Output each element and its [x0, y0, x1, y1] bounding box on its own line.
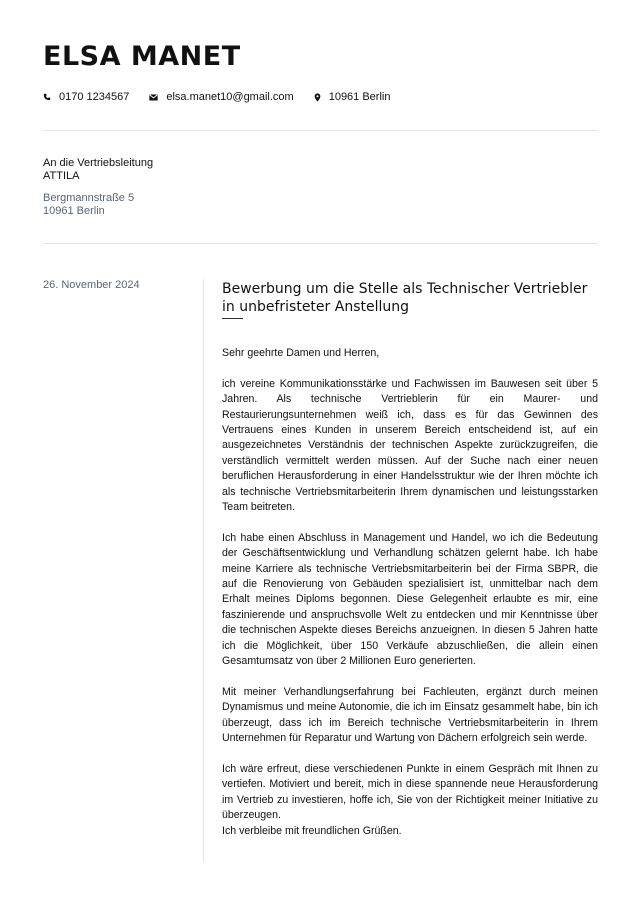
subject-underline — [222, 318, 243, 319]
letter-date: 26. November 2024 — [43, 279, 140, 291]
recipient-block — [43, 157, 153, 183]
applicant-name: ELSA MANET — [43, 41, 241, 72]
header-divider — [43, 130, 598, 131]
contact-bar — [43, 91, 410, 103]
recipient-company: ATTILA — [43, 170, 80, 182]
contact-location — [314, 91, 391, 103]
contact-email — [149, 91, 293, 103]
contact-phone — [43, 91, 129, 103]
salutation: Sehr geehrte Damen und Herren, — [222, 347, 380, 359]
recipient-city: 10961 Berlin — [43, 205, 105, 217]
recipient-street: Bergmannstraße 5 — [43, 192, 135, 204]
body-paragraph: ich vereine Kommunikationsstärke und Fachwissen im Bauwesen seit über 5 Jahren. Als technische Vertrieblerin für ein Maurer- und Restaurierungsunternehmen weiß ich, dass es für das Gewinnen des Vertrauens eines Kunden in unserem Bereich entscheidend ist, auf ein ausgezeichnetes Verständnis der technischen Aspekte zurückzugreifen, die verständlich vermittelt werden müssen. Auf der Suche nach einer neuen beruflichen Herausforderung in einer Handelsstruktur wie der Ihren möchte ich als technische Vertriebsmitarbeiterin Ihrem dynamischen und leistungsstarken Team beitreten. — [222, 377, 598, 514]
closing: Ich verbleibe mit freundlichen Grüßen. — [222, 824, 402, 837]
location-pin-icon — [314, 93, 321, 102]
body-paragraph: Ich habe einen Abschluss in Management und Handel, wo ich die Bedeutung der Geschäftsentwicklung und Verhandlung schätzen gelernt habe. Ich habe meine Karriere als technische Vertriebsmitarbeiterin bei der Firma SBPR, die auf die Renovierung von Gebäuden spezialisiert ist, unmittelbar nach dem Erhalt meines Diploms begonnen. Diese Gelegenheit erlaubte es mir, eine faszinierende und anspruchsvolle Welt zu entdecken und mir Kenntnisse über die technischen Aspekte dieses Bereichs anzueignen. In diesen 5 Jahren hatte ich die Möglichkeit, über 150 Verkäufe abzuschließen, die allein einen Gesamtumsatz von über 2 Millionen Euro generierten. — [222, 531, 598, 668]
location-text: 10961 Berlin — [328, 91, 391, 103]
recipient-divider — [43, 243, 598, 244]
email-address: elsa.manet10@gmail.com — [166, 91, 294, 103]
mail-icon — [149, 94, 158, 101]
letter-body — [222, 346, 598, 839]
vertical-divider — [203, 279, 204, 862]
letter-subject: Bewerbung um die Stelle als Technischer Vertriebler in unbefristeter Anstellung — [222, 281, 588, 315]
recipient-department: An die Vertriebsleitung — [43, 157, 154, 169]
phone-number: 0170 1234567 — [59, 91, 130, 103]
body-paragraph: Ich wäre erfreut, diese verschiedenen Punkte in einem Gespräch mit Ihnen zu vertiefen. Motiviert und bereit, mich in diese spannende neue Herausforderung im Vertrieb zu investieren, hoffe ich, Sie von der Richtigkeit meiner Initiative zu überzeugen. — [222, 762, 598, 822]
phone-icon — [43, 93, 51, 101]
recipient-address — [43, 192, 134, 218]
body-paragraph: Mit meiner Verhandlungserfahrung bei Fachleuten, ergänzt durch meinen Dynamismus und meine Autonomie, die ich im Einsatz gesammelt habe, bin ich überzeugt, dass ich im Bereich technische Vertriebsmitarbeiterin in Ihrem Unternehmen für Reparatur und Wartung von Dächern erfolgreich sein werde. — [222, 685, 598, 745]
